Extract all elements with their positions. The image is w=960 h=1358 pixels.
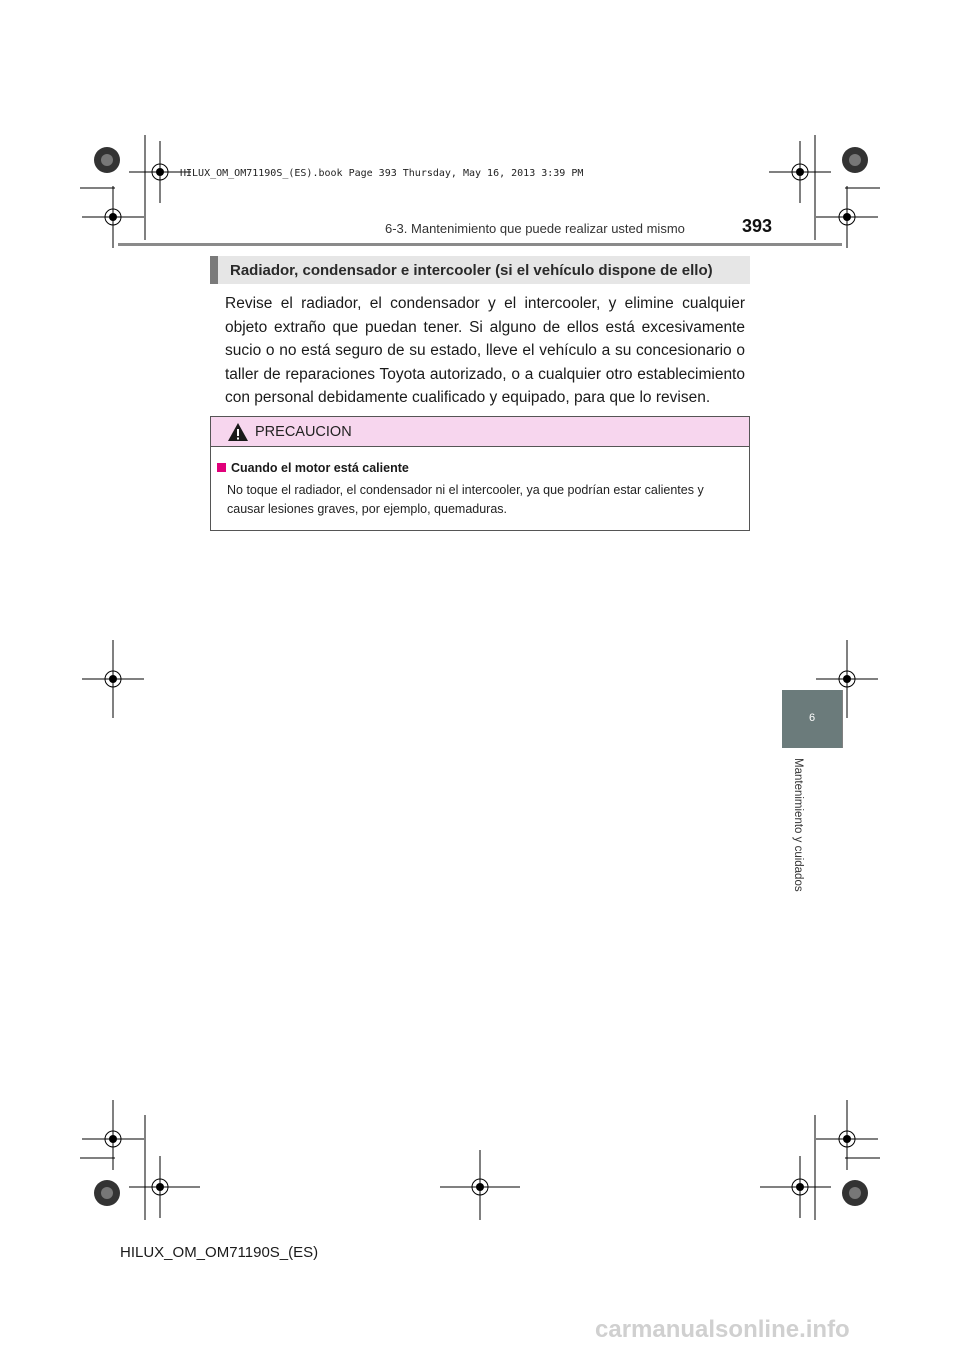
footer-code: HILUX_OM_OM71190S_(ES) [120,1244,319,1261]
book-file-line: HILUX_OM_OM71190S_(ES).book Page 393 Thursday, May 16, 2013 3:39 PM [180,168,584,179]
watermark: carmanualsonline.info [595,1316,850,1343]
page-number: 393 [742,216,773,236]
chapter-number: 6 [808,712,816,724]
chapter-side-title: Mantenimiento y cuidados [792,758,804,892]
caution-subtitle [217,461,409,475]
caution-title: PRECAUCION [255,424,352,440]
section-title: Radiador, condensador e intercooler (si el vehículo dispone de ello) [230,262,713,279]
caution-subtitle-text: Cuando el motor está caliente [231,461,409,475]
caution-body: No toque el radiador, el condensador ni el intercooler, ya que podrían estar calientes y causar lesiones graves, por ejemplo, quemaduras. [227,483,704,516]
warning-triangle-icon [227,422,249,442]
chapter-tab [782,690,842,748]
square-bullet-icon [217,463,226,472]
header-rule [118,243,842,246]
caution-header [211,417,749,447]
section-body: Revise el radiador, el condensador y el intercooler, y elimine cualquier objeto extraño que puedan tener. Si alguno de ellos está excesivamente sucio o no está seguro de su estado, lleve el vehículo a su concesionario o taller de reparaciones Toyota autorizado, o a cualquier otro establecimiento con personal debidamente cualificado y equipado, para que lo revisen. [225,295,745,406]
section-heading-bar [210,256,750,284]
caution-box [210,416,750,531]
chapter-section-header: 6-3. Mantenimiento que puede realizar usted mismo [385,221,685,236]
